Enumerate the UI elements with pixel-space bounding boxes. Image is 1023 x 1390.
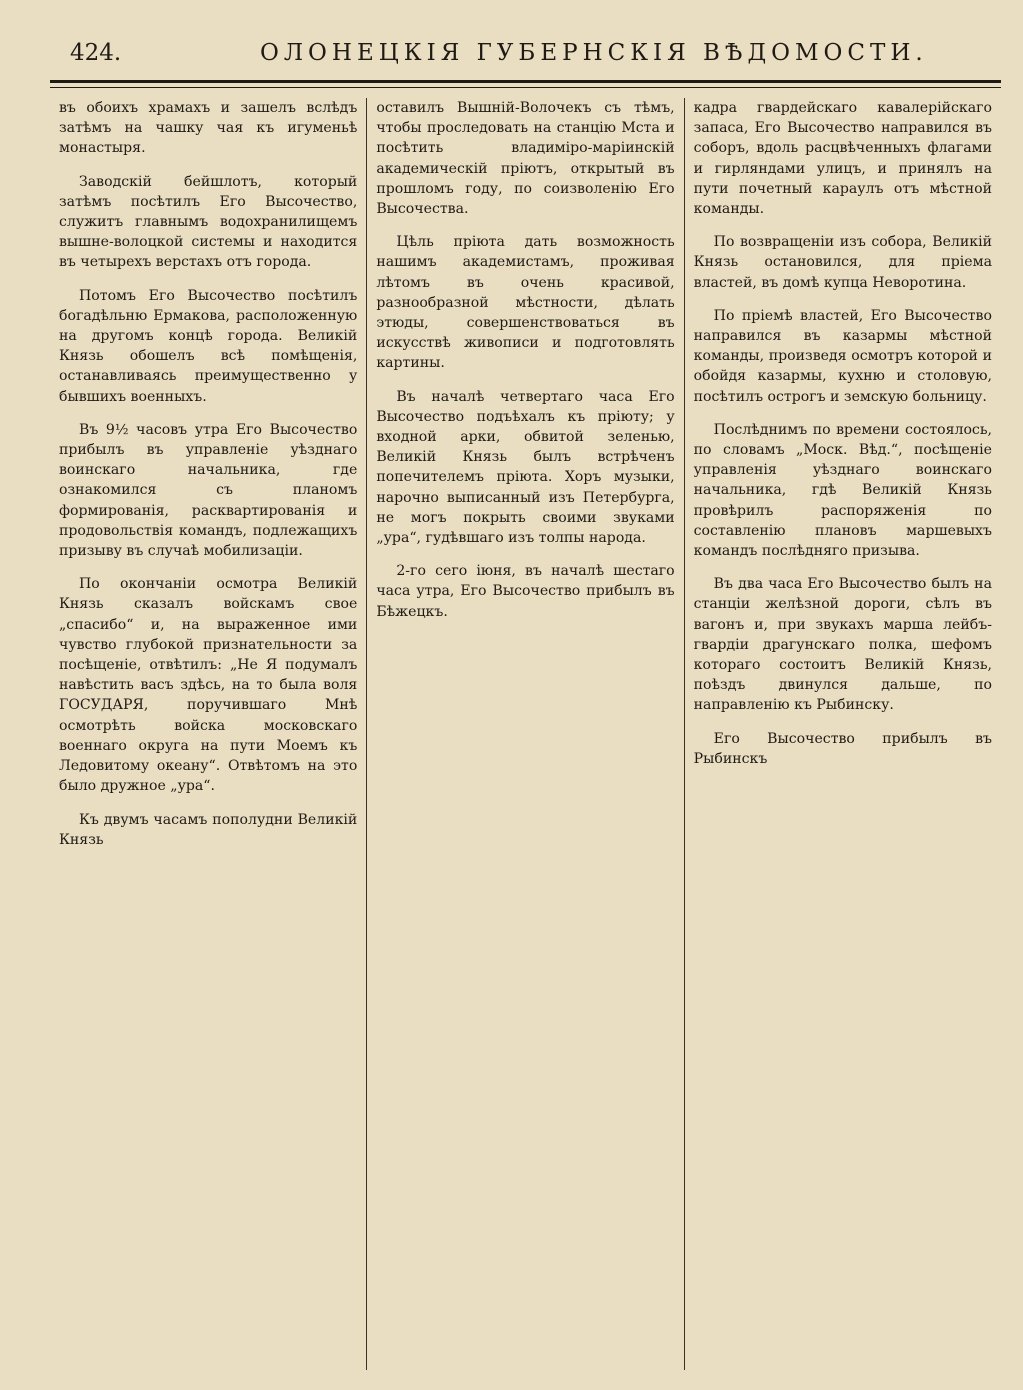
paragraph: По возвращеніи изъ собора, Великій Князь остановился, для пріема властей, въ домѣ купца Неворотина. xyxy=(693,234,992,291)
newspaper-title: ОЛОНЕЦКІЯ ГУБЕРНСКІЯ ВѢДОМОСТИ. xyxy=(260,40,928,66)
column-1 xyxy=(50,98,366,1370)
paragraph: кадра гвардейскаго кавалерійскаго запаса, Его Высочество направился въ соборъ, вдоль расцвѣченныхъ флагами и гирляндами улицъ, и принялъ на пути почетный караулъ отъ мѣстной команды. xyxy=(693,100,992,218)
paragraph: Потомъ Его Высочество посѣтилъ богадѣльню Ермакова, расположенную на другомъ концѣ города. Великій Князь обошелъ всѣ помѣщенія, останавливаясь преимущественно у бывшихъ военныхъ. xyxy=(59,287,358,405)
paragraph: Послѣднимъ по времени состоялось, по словамъ „Моск. Вѣд.“, посѣщеніе управленія уѣзднаго воинскаго начальника, гдѣ Великій Князь провѣрилъ распоряженія по составленію плановъ маршевыхъ командъ послѣдняго призыва. xyxy=(693,421,992,560)
column-2 xyxy=(366,98,683,1370)
text-columns xyxy=(50,98,1001,1370)
header-rule-thick xyxy=(50,80,1001,83)
paragraph: 2-го сего іюня, въ началѣ шестаго часа утра, Его Высочество прибылъ въ Бѣжецкъ. xyxy=(376,563,675,620)
paragraph: оставилъ Вышній-Волочекъ съ тѣмъ, чтобы проследовать на станцію Мста и посѣтить владиміро-маріинскій академическій пріютъ, открытый въ прошломъ году, по соизволенію Его Высочества. xyxy=(376,100,675,218)
page-header xyxy=(50,34,1001,70)
paragraph: Къ двумъ часамъ пополудни Великій Князь xyxy=(59,811,358,848)
paragraph: По окончаніи осмотра Великій Князь сказалъ войскамъ свое „спасибо“ и, на выраженное ими чувство глубокой признательности за посѣщеніе, отвѣтилъ: „Не Я подумалъ навѣстить васъ здѣсь, на то была воля ГОСУДАРЯ, поручившаго Мнѣ осмотрѣть войска московскаго военнаго округа на пути Моемъ къ Ледовитому океану“. Отвѣтомъ на это было дружное „ура“. xyxy=(59,576,358,795)
paragraph: Его Высочество прибылъ въ Рыбинскъ xyxy=(693,730,992,767)
paragraph: въ обоихъ храмахъ и зашелъ вслѣдъ затѣмъ на чашку чая къ игуменьѣ монастыря. xyxy=(59,100,358,157)
paragraph: Въ началѣ четвертаго часа Его Высочество подъѣхалъ къ пріюту; у входной арки, обвитой зеленью, Великій Князь былъ встрѣченъ попечителемъ пріюта. Хоръ музыки, нарочно выписанный изъ Петербурга, не могъ покрыть своими звуками „ура“, гудѣвшаго изъ толпы народа. xyxy=(376,388,675,547)
paragraph: Цѣль пріюта дать возможность нашимъ академистамъ, проживая лѣтомъ въ очень красивой, разнообразной мѣстности, дѣлать этюды, совершенствоваться въ искусствѣ живописи и подготовлять картины. xyxy=(376,234,675,372)
paragraph: Въ 9½ часовъ утра Его Высочество прибылъ въ управленіе уѣзднаго воинскаго начальника, где ознакомился съ планомъ формированія, расквартированія и продовольствія командъ, подлежащихъ призыву въ случаѣ мобилизаціи. xyxy=(59,421,358,560)
page-number: 424. xyxy=(70,40,122,66)
header-rule-thin xyxy=(50,87,1001,88)
paragraph: Заводскій бейшлотъ, который затѣмъ посѣтилъ Его Высочество, служитъ главнымъ водохранилищемъ вышне-волоцкой системы и находится въ четырехъ верстахъ отъ города. xyxy=(59,173,358,271)
paragraph: Въ два часа Его Высочество былъ на станціи желѣзной дороги, сѣлъ въ вагонъ и, при звукахъ марша лейбъ-гвардіи драгунскаго полка, шефомъ котораго состоитъ Великій Князь, поѣздъ двинулся дальше, по направленію къ Рыбинску. xyxy=(693,576,992,714)
column-3 xyxy=(684,98,1001,1370)
paragraph: По пріемѣ властей, Его Высочество направился въ казармы мѣстной команды, произведя осмотръ которой и обойдя казармы, кухню и столовую, посѣтилъ острогъ и земскую больницу. xyxy=(693,307,992,405)
